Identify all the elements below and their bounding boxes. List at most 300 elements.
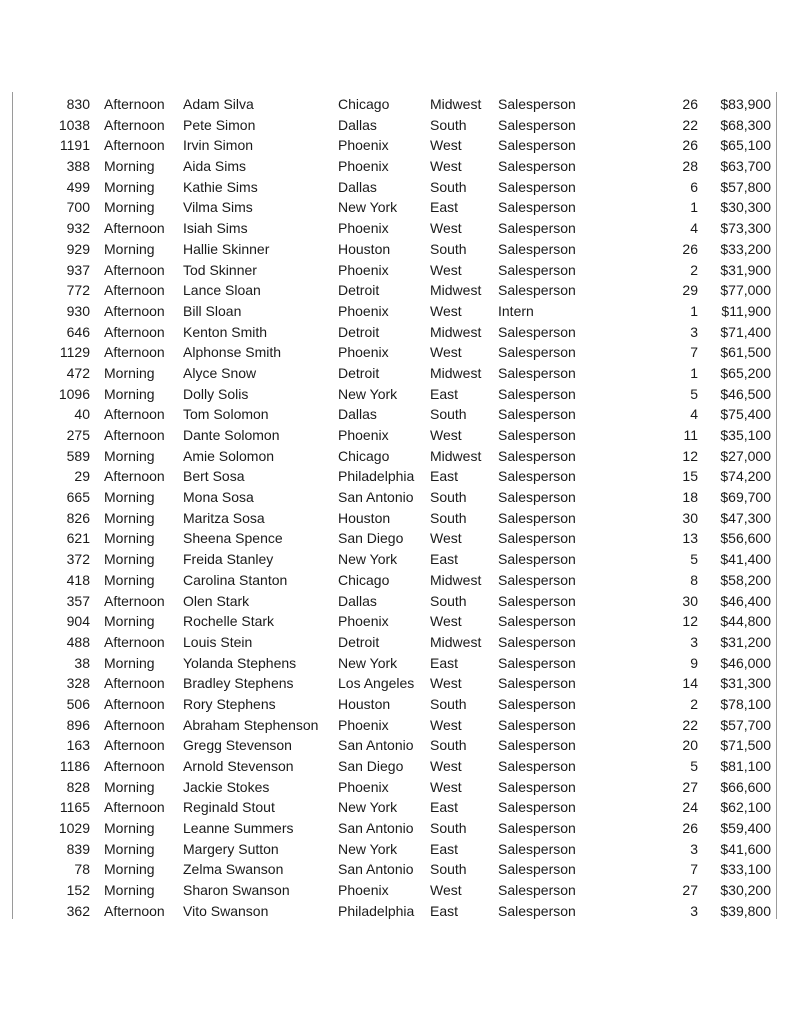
years-cell: 5 <box>690 758 698 774</box>
employee-name-cell: Kenton Smith <box>183 323 268 340</box>
region-cell: South <box>430 592 467 609</box>
role-cell: Salesperson <box>498 282 576 299</box>
region-cell: Midwest <box>430 96 482 112</box>
employee-id-cell: 1191 <box>59 137 90 154</box>
salary-cell: $68,300 <box>720 116 771 133</box>
table-row <box>0 901 791 922</box>
years-cell: 29 <box>682 282 698 299</box>
salary-cell: $83,900 <box>720 96 771 112</box>
table-row <box>0 425 791 446</box>
employee-id-cell: 357 <box>66 592 90 609</box>
city-cell: Houston <box>338 509 391 526</box>
salary-cell: $74,200 <box>720 468 771 485</box>
years-cell: 27 <box>682 882 698 899</box>
employee-id-cell: 826 <box>66 509 90 526</box>
employee-id-cell: 772 <box>66 282 90 299</box>
employee-name-cell: Sharon Swanson <box>183 882 290 899</box>
city-cell: Phoenix <box>338 137 389 154</box>
table-row <box>0 363 791 384</box>
shift-cell: Morning <box>104 178 155 195</box>
employee-name-cell: Tom Solomon <box>183 406 269 423</box>
employee-name-cell: Louis Stein <box>183 633 253 650</box>
salary-cell: $57,800 <box>720 178 771 195</box>
years-cell: 28 <box>682 158 698 175</box>
region-cell: East <box>430 654 459 671</box>
table-row <box>0 839 791 860</box>
years-cell: 13 <box>682 530 698 547</box>
role-cell: Salesperson <box>498 468 576 485</box>
employee-id-cell: 1029 <box>58 820 90 837</box>
employee-id-cell: 828 <box>66 778 90 795</box>
employee-id-cell: 1096 <box>58 385 90 402</box>
city-cell: Phoenix <box>338 261 389 278</box>
salary-cell: $61,500 <box>720 344 771 361</box>
shift-cell: Morning <box>104 778 155 795</box>
city-cell: Detroit <box>338 364 380 381</box>
table-row <box>0 466 791 487</box>
salary-cell: $65,200 <box>720 364 771 381</box>
role-cell: Salesperson <box>498 406 576 423</box>
years-cell: 26 <box>682 137 698 154</box>
role-cell: Salesperson <box>498 820 576 837</box>
role-cell: Salesperson <box>498 385 576 402</box>
salary-cell: $33,200 <box>720 240 771 257</box>
years-cell: 11 <box>683 427 698 443</box>
city-cell: Phoenix <box>338 302 389 319</box>
region-cell: South <box>430 737 467 754</box>
employee-id-cell: 1038 <box>58 116 90 133</box>
region-cell: East <box>430 199 459 216</box>
employee-name-cell: Isiah Sims <box>183 220 248 237</box>
years-cell: 3 <box>690 840 698 857</box>
salary-cell: $46,500 <box>720 385 771 402</box>
employee-name-cell: Abraham Stephenson <box>183 716 319 733</box>
employee-id-cell: 1165 <box>59 799 90 816</box>
employee-id-cell: 388 <box>66 158 90 175</box>
years-cell: 15 <box>682 468 698 485</box>
role-cell: Salesperson <box>498 902 576 919</box>
employee-name-cell: Alphonse Smith <box>183 344 282 361</box>
employee-name-cell: Bill Sloan <box>183 302 242 319</box>
city-cell: Detroit <box>338 633 380 650</box>
employee-id-cell: 275 <box>66 427 90 443</box>
role-cell: Salesperson <box>498 178 576 195</box>
salary-cell: $31,300 <box>720 675 771 692</box>
shift-cell: Afternoon <box>104 799 165 816</box>
city-cell: San Antonio <box>338 820 414 837</box>
role-cell: Salesperson <box>498 530 576 547</box>
city-cell: Los Angeles <box>338 675 415 692</box>
table-row <box>0 115 791 136</box>
years-cell: 18 <box>682 489 698 506</box>
years-cell: 12 <box>682 447 698 464</box>
years-cell: 22 <box>682 116 698 133</box>
years-cell: 30 <box>682 592 698 609</box>
shift-cell: Morning <box>104 447 155 464</box>
role-cell: Salesperson <box>498 695 576 712</box>
years-cell: 26 <box>682 820 698 837</box>
region-cell: Midwest <box>430 571 482 588</box>
years-cell: 4 <box>690 220 698 237</box>
city-cell: New York <box>338 551 398 568</box>
city-cell: San Antonio <box>338 489 414 506</box>
city-cell: New York <box>338 654 398 671</box>
years-cell: 3 <box>690 633 698 650</box>
shift-cell: Afternoon <box>104 220 165 237</box>
region-cell: Midwest <box>430 447 482 464</box>
table-row <box>0 404 791 425</box>
employee-table <box>0 94 791 922</box>
shift-cell: Afternoon <box>104 758 165 774</box>
salary-cell: $56,600 <box>720 530 771 547</box>
employee-id-cell: 937 <box>66 261 90 278</box>
region-cell: Midwest <box>430 323 482 340</box>
employee-id-cell: 488 <box>66 633 90 650</box>
employee-id-cell: 1129 <box>59 344 90 361</box>
employee-name-cell: Sheena Spence <box>183 530 283 547</box>
table-row <box>0 260 791 281</box>
shift-cell: Morning <box>104 551 155 568</box>
role-cell: Salesperson <box>498 427 576 443</box>
salary-cell: $71,500 <box>720 737 771 754</box>
employee-id-cell: 839 <box>66 840 90 857</box>
employee-name-cell: Zelma Swanson <box>183 861 284 878</box>
years-cell: 22 <box>682 716 698 733</box>
years-cell: 8 <box>690 571 698 588</box>
employee-id-cell: 929 <box>66 240 90 257</box>
employee-name-cell: Dolly Solis <box>183 385 249 402</box>
shift-cell: Morning <box>104 489 155 506</box>
role-cell: Salesperson <box>498 758 576 774</box>
employee-name-cell: Aida Sims <box>183 158 247 175</box>
employee-id-cell: 589 <box>66 447 90 464</box>
shift-cell: Afternoon <box>104 427 165 443</box>
table-row <box>0 549 791 570</box>
employee-id-cell: 29 <box>74 468 90 485</box>
role-cell: Salesperson <box>498 96 576 112</box>
table-row <box>0 197 791 218</box>
table-row <box>0 446 791 467</box>
salary-cell: $46,000 <box>720 654 771 671</box>
salary-cell: $33,100 <box>720 861 771 878</box>
region-cell: West <box>430 427 462 443</box>
employee-name-cell: Kathie Sims <box>183 178 258 195</box>
salary-cell: $47,300 <box>720 509 771 526</box>
city-cell: Philadelphia <box>338 468 415 485</box>
shift-cell: Afternoon <box>104 468 165 485</box>
employee-id-cell: 904 <box>66 613 90 630</box>
employee-name-cell: Alyce Snow <box>183 364 257 381</box>
employee-name-cell: Vilma Sims <box>183 199 253 216</box>
region-cell: South <box>430 178 467 195</box>
region-cell: South <box>430 240 467 257</box>
table-row <box>0 859 791 880</box>
region-cell: West <box>430 613 462 630</box>
years-cell: 5 <box>690 385 698 402</box>
role-cell: Salesperson <box>498 716 576 733</box>
shift-cell: Afternoon <box>104 344 165 361</box>
employee-name-cell: Rory Stephens <box>183 695 276 712</box>
role-cell: Salesperson <box>498 675 576 692</box>
city-cell: Phoenix <box>338 613 389 630</box>
shift-cell: Afternoon <box>104 633 165 650</box>
role-cell: Salesperson <box>498 137 576 154</box>
role-cell: Salesperson <box>498 447 576 464</box>
years-cell: 26 <box>682 96 698 112</box>
role-cell: Salesperson <box>498 592 576 609</box>
table-row <box>0 508 791 529</box>
city-cell: Dallas <box>338 406 377 423</box>
table-row <box>0 570 791 591</box>
region-cell: West <box>430 137 462 154</box>
role-cell: Salesperson <box>498 158 576 175</box>
region-cell: South <box>430 820 467 837</box>
role-cell: Salesperson <box>498 364 576 381</box>
employee-id-cell: 646 <box>66 323 90 340</box>
years-cell: 3 <box>690 902 698 919</box>
city-cell: Phoenix <box>338 344 389 361</box>
salary-cell: $41,400 <box>720 551 771 568</box>
shift-cell: Morning <box>104 820 155 837</box>
salary-cell: $63,700 <box>720 158 771 175</box>
shift-cell: Afternoon <box>104 137 165 154</box>
city-cell: Dallas <box>338 178 377 195</box>
region-cell: Midwest <box>430 364 482 381</box>
table-row <box>0 673 791 694</box>
city-cell: Phoenix <box>338 778 389 795</box>
employee-name-cell: Rochelle Stark <box>183 613 275 630</box>
salary-cell: $59,400 <box>720 820 771 837</box>
table-row <box>0 239 791 260</box>
table-row <box>0 715 791 736</box>
salary-cell: $44,800 <box>720 613 771 630</box>
years-cell: 3 <box>690 323 698 340</box>
city-cell: San Diego <box>338 530 404 547</box>
years-cell: 2 <box>690 261 698 278</box>
employee-id-cell: 506 <box>66 695 90 712</box>
shift-cell: Morning <box>104 385 155 402</box>
city-cell: Chicago <box>338 96 390 112</box>
region-cell: East <box>430 840 459 857</box>
role-cell: Salesperson <box>498 261 576 278</box>
table-row <box>0 94 791 115</box>
shift-cell: Afternoon <box>104 406 165 423</box>
employee-name-cell: Tod Skinner <box>183 261 257 278</box>
employee-id-cell: 472 <box>66 364 90 381</box>
region-cell: South <box>430 509 467 526</box>
years-cell: 1 <box>690 364 698 381</box>
table-row <box>0 218 791 239</box>
employee-name-cell: Bradley Stephens <box>183 675 294 692</box>
salary-cell: $81,100 <box>720 758 771 774</box>
role-cell: Salesperson <box>498 778 576 795</box>
table-row <box>0 301 791 322</box>
shift-cell: Afternoon <box>104 695 165 712</box>
role-cell: Salesperson <box>498 737 576 754</box>
years-cell: 14 <box>682 675 698 692</box>
role-cell: Salesperson <box>498 323 576 340</box>
city-cell: Chicago <box>338 571 390 588</box>
years-cell: 24 <box>682 799 698 816</box>
region-cell: West <box>430 758 462 774</box>
employee-name-cell: Margery Sutton <box>183 840 279 857</box>
shift-cell: Afternoon <box>104 261 165 278</box>
role-cell: Salesperson <box>498 116 576 133</box>
region-cell: Midwest <box>430 633 482 650</box>
years-cell: 1 <box>690 302 698 319</box>
employee-name-cell: Gregg Stevenson <box>183 737 292 754</box>
years-cell: 12 <box>682 613 698 630</box>
employee-id-cell: 896 <box>66 716 90 733</box>
salary-cell: $35,100 <box>720 427 771 443</box>
shift-cell: Afternoon <box>104 96 165 112</box>
city-cell: Phoenix <box>338 220 389 237</box>
table-row <box>0 487 791 508</box>
table-row <box>0 280 791 301</box>
city-cell: New York <box>338 840 398 857</box>
city-cell: Phoenix <box>338 882 389 899</box>
salary-cell: $46,400 <box>720 592 771 609</box>
shift-cell: Morning <box>104 530 155 547</box>
table-row <box>0 880 791 901</box>
employee-id-cell: 665 <box>66 489 90 506</box>
salary-cell: $62,100 <box>720 799 771 816</box>
salary-cell: $69,700 <box>720 489 771 506</box>
employee-id-cell: 40 <box>74 406 90 423</box>
shift-cell: Morning <box>104 613 155 630</box>
table-row <box>0 384 791 405</box>
employee-name-cell: Lance Sloan <box>183 282 261 299</box>
salary-cell: $11,900 <box>721 302 771 319</box>
employee-id-cell: 621 <box>66 530 90 547</box>
shift-cell: Afternoon <box>104 116 165 133</box>
employee-name-cell: Yolanda Stephens <box>183 654 297 671</box>
shift-cell: Afternoon <box>104 323 165 340</box>
shift-cell: Morning <box>104 364 155 381</box>
role-cell: Salesperson <box>498 344 576 361</box>
shift-cell: Morning <box>104 654 155 671</box>
shift-cell: Morning <box>104 240 155 257</box>
employee-id-cell: 1186 <box>59 758 90 774</box>
region-cell: West <box>430 261 462 278</box>
city-cell: Dallas <box>338 116 377 133</box>
employee-name-cell: Mona Sosa <box>183 489 254 506</box>
salary-cell: $30,200 <box>720 882 771 899</box>
employee-name-cell: Amie Solomon <box>183 447 275 464</box>
table-row <box>0 756 791 777</box>
role-cell: Salesperson <box>498 220 576 237</box>
table-row <box>0 777 791 798</box>
table-row <box>0 653 791 674</box>
region-cell: West <box>430 882 462 899</box>
salary-cell: $73,300 <box>720 220 771 237</box>
employee-name-cell: Hallie Skinner <box>183 240 270 257</box>
region-cell: West <box>430 675 462 692</box>
role-cell: Salesperson <box>498 509 576 526</box>
table-row <box>0 342 791 363</box>
region-cell: West <box>430 344 462 361</box>
salary-cell: $58,200 <box>720 571 771 588</box>
employee-id-cell: 830 <box>66 96 90 112</box>
salary-cell: $78,100 <box>720 695 771 712</box>
region-cell: East <box>430 799 459 816</box>
employee-id-cell: 418 <box>66 571 90 588</box>
city-cell: San Antonio <box>338 861 414 878</box>
salary-cell: $75,400 <box>720 406 771 423</box>
table-row <box>0 632 791 653</box>
city-cell: Phoenix <box>338 716 389 733</box>
shift-cell: Morning <box>104 840 155 857</box>
city-cell: San Diego <box>338 758 404 774</box>
shift-cell: Morning <box>104 882 155 899</box>
city-cell: New York <box>338 799 398 816</box>
years-cell: 26 <box>682 240 698 257</box>
region-cell: South <box>430 489 467 506</box>
years-cell: 7 <box>690 861 698 878</box>
city-cell: Phoenix <box>338 158 389 175</box>
years-cell: 30 <box>682 509 698 526</box>
years-cell: 20 <box>682 737 698 754</box>
table-row <box>0 322 791 343</box>
city-cell: Philadelphia <box>338 902 415 919</box>
employee-name-cell: Vito Swanson <box>183 902 269 919</box>
employee-name-cell: Dante Solomon <box>183 427 280 443</box>
employee-name-cell: Leanne Summers <box>183 820 294 837</box>
salary-cell: $77,000 <box>720 282 771 299</box>
employee-name-cell: Freida Stanley <box>183 551 274 568</box>
years-cell: 9 <box>690 654 698 671</box>
region-cell: South <box>430 861 467 878</box>
region-cell: South <box>430 116 467 133</box>
role-cell: Salesperson <box>498 199 576 216</box>
employee-id-cell: 78 <box>74 861 90 878</box>
years-cell: 4 <box>690 406 698 423</box>
role-cell: Salesperson <box>498 861 576 878</box>
employee-id-cell: 930 <box>66 302 90 319</box>
region-cell: West <box>430 158 462 175</box>
years-cell: 1 <box>690 199 698 216</box>
region-cell: West <box>430 530 462 547</box>
shift-cell: Morning <box>104 199 155 216</box>
shift-cell: Afternoon <box>104 737 165 754</box>
shift-cell: Afternoon <box>104 675 165 692</box>
city-cell: Dallas <box>338 592 377 609</box>
salary-cell: $66,600 <box>720 778 771 795</box>
table-row <box>0 156 791 177</box>
role-cell: Salesperson <box>498 613 576 630</box>
table-row <box>0 591 791 612</box>
table-row <box>0 177 791 198</box>
region-cell: South <box>430 406 467 423</box>
table-row <box>0 818 791 839</box>
role-cell: Salesperson <box>498 551 576 568</box>
shift-cell: Afternoon <box>104 302 165 319</box>
salary-cell: $31,200 <box>720 633 771 650</box>
region-cell: West <box>430 220 462 237</box>
employee-id-cell: 932 <box>66 220 90 237</box>
table-row <box>0 611 791 632</box>
role-cell: Salesperson <box>498 882 576 899</box>
region-cell: East <box>430 385 459 402</box>
employee-name-cell: Irvin Simon <box>183 137 254 154</box>
years-cell: 7 <box>690 344 698 361</box>
salary-cell: $39,800 <box>720 902 771 919</box>
employee-name-cell: Pete Simon <box>183 116 256 133</box>
salary-cell: $30,300 <box>720 199 771 216</box>
shift-cell: Morning <box>104 158 155 175</box>
role-cell: Salesperson <box>498 840 576 857</box>
employee-id-cell: 700 <box>66 199 90 216</box>
